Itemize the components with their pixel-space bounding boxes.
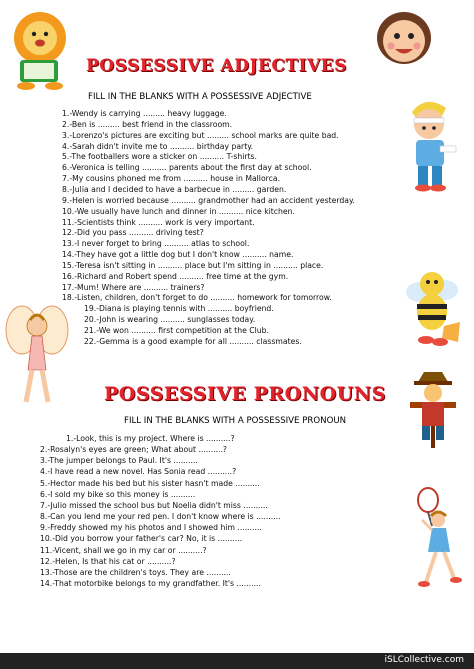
exercise-item: 17.-Mum! Where are .......... trainers? (62, 282, 205, 292)
tennis-girl-icon (398, 486, 468, 596)
exercise-item: 7.-My cousins phoned me from .......... house in Mallorca. (62, 174, 281, 184)
exercise-item: 5.-The footballers wore a sticker on .......... T-shirts. (62, 152, 257, 162)
exercise-item: 2.-Ben is ......... best friend in the classroom. (62, 119, 233, 129)
exercise-item: 8.-Julia and I decided to have a barbecue in ......... garden. (62, 184, 287, 194)
exercise-item: 11.-Scientists think .......... work is very important. (62, 217, 255, 227)
pronouns-title: POSSESSIVE PRONOUNS (104, 383, 386, 405)
exercise-item: 4.-I have read a new novel. Has Sonia read ..........? (40, 467, 237, 477)
fairy-icon (4, 300, 70, 410)
girl-face-icon (374, 8, 434, 66)
exercise-item: 12.-Helen, Is that his cat or ..........? (40, 556, 176, 566)
exercise-item: 11.-Vicent, shall we go in my car or ..........? (40, 545, 207, 555)
footer-watermark: iSLCollective.com (384, 655, 464, 665)
exercise-item: 1.-Wendy is carrying ......... heavy luggage. (62, 109, 227, 118)
exercise-item: 8.-Can you lend me your red pen. I don't know where is .......... (40, 512, 281, 522)
exercise-item: 6.-I sold my bike so this money is .......... (40, 489, 196, 499)
exercise-item: 10.-We usually have lunch and dinner in .......... nice kitchen. (62, 206, 295, 216)
exercise-item: 4.-Sarah didn't invite me to .......... birthday party. (62, 141, 254, 151)
exercise-item: 22.-Gemma is a good example for all .......... classmates. (84, 336, 302, 346)
exercise-item: 9.-Freddy showed my his photos and I showed him .......... (40, 523, 262, 533)
exercise-item: 16.-Richard and Robert spend .......... free time at the gym. (62, 271, 289, 281)
exercise-item: 21.-We won .......... first competition at the Club. (84, 326, 269, 335)
lion-reading-icon (6, 4, 76, 90)
bee-icon (398, 262, 466, 346)
exercise-item: 9.-Helen is worried because .......... grandmother had an accident yesterday. (62, 195, 355, 205)
pronouns-instruction: FILL IN THE BLANKS WITH A POSSESSIVE PRONOUN (124, 416, 347, 426)
exercise-item: 7.-Julio missed the school bus but Noelia didn't miss .......... (40, 500, 268, 510)
scarecrow-icon (408, 368, 458, 448)
exercise-item: 3.-Lorenzo's pictures are exciting but ......... school marks are quite bad. (62, 130, 339, 140)
exercise-item: 2.-Rosalyn's eyes are green; What about ..........? (40, 445, 227, 455)
exercise-item: 3.-The jumper belongs to Paul. It's .......... (40, 456, 198, 466)
exercise-item: 18.-Listen, children, don't forget to do .......... homework for tomorrow. (62, 293, 332, 303)
exercise-item: 13.-Those are the children's toys. They are .......... (40, 567, 231, 577)
boy-bandaged-icon (396, 92, 466, 192)
exercise-item: 14.-That motorbike belongs to my grandfather. It's .......... (40, 578, 261, 588)
exercise-item: 6.-Veronica is telling .......... parents about the first day at school. (62, 163, 312, 173)
footer-bar (0, 653, 474, 669)
exercise-item: 19.-Diana is playing tennis with .......... boyfriend. (84, 304, 274, 314)
exercise-item: 1.-Look, this is my project. Where is ..........? (66, 434, 235, 443)
adjectives-title: POSSESSIVE ADJECTIVES (86, 56, 347, 76)
exercise-item: 12.-Did you pass .......... driving test? (62, 228, 204, 238)
exercise-item: 20.-John is wearing .......... sunglasses today. (84, 315, 256, 325)
exercise-item: 13.-I never forget to bring .......... atlas to school. (62, 239, 250, 249)
exercise-item: 14.-They have got a little dog but I don't know .......... name. (62, 250, 294, 260)
exercise-item: 5.-Hector made his bed but his sister hasn't made .......... (40, 478, 260, 488)
exercise-item: 10.-Did you borrow your father's car? No, it is .......... (40, 534, 243, 544)
adjectives-instruction: FILL IN THE BLANKS WITH A POSSESSIVE ADJECTIVE (88, 92, 312, 102)
exercise-item: 15.-Teresa isn't sitting in .......... place but I'm sitting in .......... place. (62, 260, 324, 270)
